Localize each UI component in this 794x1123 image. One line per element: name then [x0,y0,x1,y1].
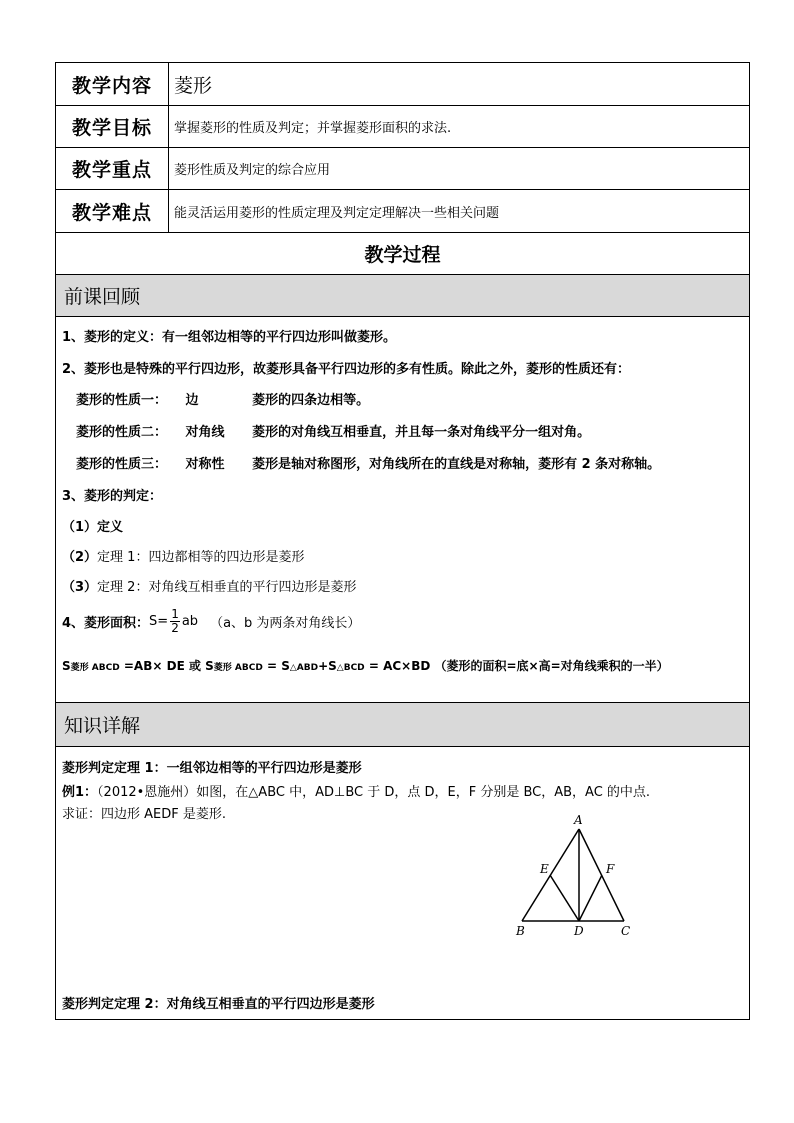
property-3 [76,453,660,472]
theorem-2: 菱形判定定理 2：对角线互相垂直的平行四边形是菱形 [62,997,375,1012]
criterion-1-num: （1） [62,520,98,535]
review-heading: 前课回顾 [64,286,141,308]
row-objective [56,106,749,148]
value-content: 菱形 [174,74,213,97]
example-prove: 求证：四边形 AEDF 是菱形. [62,807,226,822]
fraction-one-half [170,608,180,635]
property-3-desc: 菱形是轴对称图形，对角线所在的直线是对称轴，菱形有 2 条对称轴。 [252,457,661,472]
rhombus-property-intro: 2、菱形也是特殊的平行四边形，故菱形具备平行四边形的多有性质。除此之外，菱形的性质还有： [62,362,631,377]
criterion-3-text: 定理 2：对角线互相垂直的平行四边形是菱形 [97,580,357,595]
fraction-numerator: 1 [171,606,179,621]
detail-section [56,747,749,1019]
value-objective: 掌握菱形的性质及判定；并掌握菱形面积的求法. [174,121,452,136]
property-3-name: 菱形的性质三： [76,457,168,472]
criterion-3 [62,576,356,595]
row-key-point [56,148,749,190]
fraction-denominator: 2 [171,620,179,635]
s-subscript-1: 菱形 ABCD [70,663,120,673]
criterion-1 [62,516,123,535]
area-equation [62,657,669,674]
criterion-2-num: （2） [62,550,98,565]
example-label: 例1： [62,785,98,800]
detail-band [56,703,749,747]
property-1-desc: 菱形的四条边相等。 [252,393,370,408]
criterion-2 [62,546,304,565]
triangle-figure [506,807,646,939]
segment-ed [550,875,579,921]
label-difficulty: 教学难点 [56,190,169,232]
equation-part-4: = AC×BD （菱形的面积=底×高=对角线乘积的一半） [364,659,669,673]
property-1-key: 边 [185,393,199,408]
point-c-label: C [621,924,631,938]
row-content [56,63,749,106]
point-e-label: E [540,862,549,876]
area-note: （a、b 为两条对角线长） [210,615,361,631]
property-2 [76,421,590,440]
value-key-point: 菱形性质及判定的综合应用 [174,163,331,178]
equation-part-3: +S [318,659,337,673]
review-section [56,317,749,703]
theorem-1: 菱形判定定理 1：一组邻边相等的平行四边形是菱形 [62,761,362,776]
area-formula [62,599,360,643]
s-subscript-4: △BCD [336,663,365,673]
detail-heading: 知识详解 [64,715,141,737]
segment-fd [579,875,602,921]
property-1 [76,389,369,408]
property-2-name: 菱形的性质二： [76,425,168,440]
review-band [56,275,749,317]
area-label: 4、菱形面积： [62,615,150,631]
label-objective: 教学目标 [56,106,169,147]
equation-part-2: = S [262,659,290,673]
criterion-3-num: （3） [62,580,98,595]
row-difficulty [56,190,749,233]
property-3-key: 对称性 [185,457,225,472]
row-process-title [56,233,749,275]
value-difficulty: 能灵活运用菱形的性质定理及判定定理解决一些相关问题 [174,205,500,221]
property-2-key: 对角线 [185,425,225,440]
point-f-label: F [606,862,615,876]
equation-part-1: =AB× DE 或 S [119,659,214,673]
rhombus-criteria-heading: 3、菱形的判定： [62,489,163,504]
property-2-desc: 菱形的对角线互相垂直，并且每一条对角线平分一组对角。 [252,425,591,440]
s-symbol: S [62,659,71,673]
example-1 [62,781,650,800]
process-title: 教学过程 [364,244,441,266]
label-content: 教学内容 [56,63,169,105]
rhombus-definition: 1、菱形的定义：有一组邻边相等的平行四边形叫做菱形。 [62,330,397,345]
criterion-1-text: 定义 [97,520,124,535]
area-prefix: S= [149,613,169,629]
example-text: （2012•恩施州）如图，在△ABC 中，AD⊥BC 于 D，点 D，E，F 分别是 BC，AB，AC 的中点. [97,785,651,800]
s-subscript-2: 菱形 ABCD [213,663,263,673]
property-1-name: 菱形的性质一： [76,393,168,408]
area-suffix: ab [181,613,199,629]
label-key-point: 教学重点 [56,148,169,189]
point-a-label: A [574,813,583,827]
lesson-plan-table [55,62,750,1020]
point-b-label: B [516,924,525,938]
s-subscript-3: △ABD [289,663,319,673]
criterion-2-text: 定理 1：四边都相等的四边形是菱形 [97,550,305,565]
point-d-label: D [574,924,584,938]
